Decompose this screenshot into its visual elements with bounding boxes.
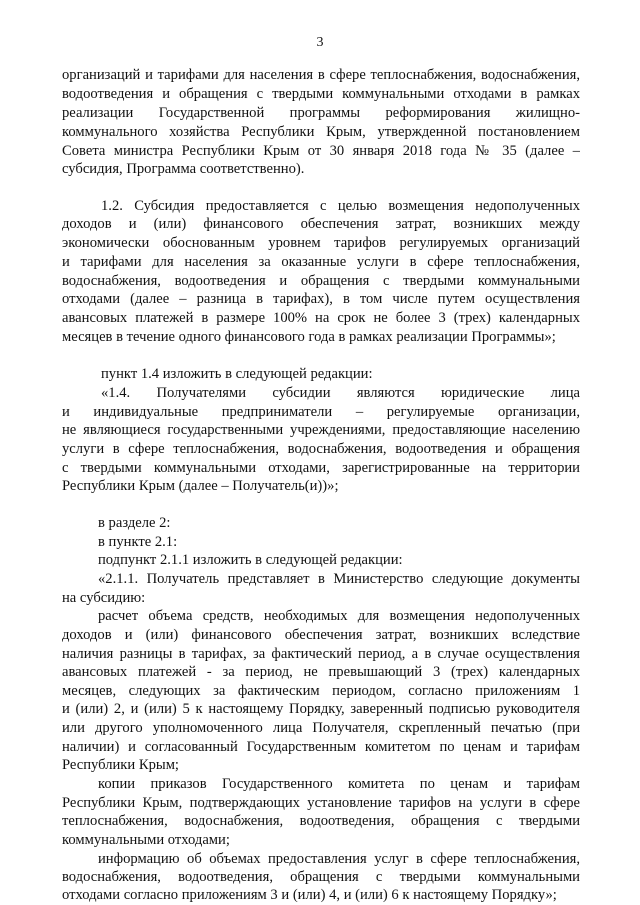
text-line: реализации Государственной программы реформирования жилищно-: [62, 105, 580, 121]
text-line: организаций и тарифами для населения в сфере теплоснабжения, водоснабжения,: [62, 67, 580, 83]
text-line: или другого уполномоченного лица Получателя, скрепленный печатью (при: [62, 720, 580, 736]
text-line: доходов и (или) финансового обеспечения затрат, возникших между: [62, 216, 580, 232]
text-line: экономически обоснованным уровнем тарифов регулируемых организаций: [62, 235, 580, 251]
text-line: услуги в сфере теплоснабжения, водоснабжения, водоотведения и обращения: [62, 441, 580, 457]
text-line: теплоснабжения, водоснабжения, водоотведения, обращения с твердыми: [62, 813, 580, 829]
text-line: коммунального хозяйства Республики Крым, утвержденной постановлением: [62, 124, 580, 140]
text-line: месяцев, следующих за фактическим периодом, согласно приложениям 1: [62, 683, 580, 699]
text-line: информацию об объемах предоставления услуг в сфере теплоснабжения,: [98, 851, 580, 867]
text-line: водоотведения и обращения с твердыми коммунальными отходами в рамках: [62, 86, 580, 102]
text-line: авансовых платежей - за период, не превышающий 3 (трех) календарных: [62, 664, 580, 680]
text-line: водоснабжения, водоотведения, обращения с твердыми коммунальными: [62, 869, 580, 885]
text-line: в пункте 2.1:: [98, 534, 178, 550]
text-line: «1.4. Получателями субсидии являются юридические лица: [101, 385, 580, 401]
text-line: копии приказов Государственного комитета по ценам и тарифам: [98, 776, 580, 792]
text-line: отходами согласно приложениям 3 и (или) 4, и (или) 6 к настоящему Порядку»;: [62, 887, 557, 903]
text-line: не являющиеся государственными учреждениями, предоставляющие населению: [62, 422, 580, 438]
text-line: отходами (далее – разница в тарифах), в том числе путем осуществления: [62, 291, 580, 307]
text-line: и (или) 2, и (или) 5 к настоящему Порядку, заверенный подписью руководителя: [62, 701, 580, 717]
text-line: водоснабжения, водоотведения и обращения с твердыми коммунальными: [62, 273, 580, 289]
text-line: месяцев в течение одного финансового года в рамках реализации Программы»;: [62, 329, 556, 345]
text-line: «2.1.1. Получатель представляет в Министерство следующие документы: [98, 571, 580, 587]
text-line: Республики Крым (далее – Получатель(и))»;: [62, 478, 339, 494]
text-line: субсидия, Программа соответственно).: [62, 161, 305, 177]
text-line: расчет объема средств, необходимых для возмещения недополученных: [98, 608, 580, 624]
text-line: Республики Крым, подтверждающих установление тарифов на услуги в сфере: [62, 795, 580, 811]
text-line: доходов и (или) финансового обеспечения затрат, возникших вследствие: [62, 627, 580, 643]
text-line: коммунальными отходами;: [62, 832, 230, 848]
text-line: подпункт 2.1.1 изложить в следующей редакции:: [98, 552, 403, 568]
text-line: Совета министра Республики Крым от 30 января 2018 года № 35 (далее –: [62, 143, 580, 159]
text-line: 1.2. Субсидия предоставляется с целью возмещения недополученных: [101, 198, 580, 214]
text-line: авансовых платежей в размере 100% на срок не более 3 (трех) календарных: [62, 310, 580, 326]
text-line: пункт 1.4 изложить в следующей редакции:: [101, 366, 373, 382]
text-line: наличии) и согласованный Государственным комитетом по ценам и тарифам: [62, 739, 580, 755]
page-number: 3: [316, 35, 324, 50]
text-line: с твердыми коммунальными отходами, зарегистрированные на территории: [62, 460, 580, 476]
text-line: на субсидию:: [62, 590, 146, 606]
text-line: и индивидуальные предприниматели – регулируемые организации,: [62, 404, 580, 420]
text-line: в разделе 2:: [98, 515, 171, 531]
text-line: и тарифами для населения за оказанные услуги в сфере теплоснабжения,: [62, 254, 580, 270]
text-line: Республики Крым;: [62, 757, 179, 773]
text-line: наличия разницы в тарифах, за фактический период, а в случае осуществления: [62, 646, 580, 662]
